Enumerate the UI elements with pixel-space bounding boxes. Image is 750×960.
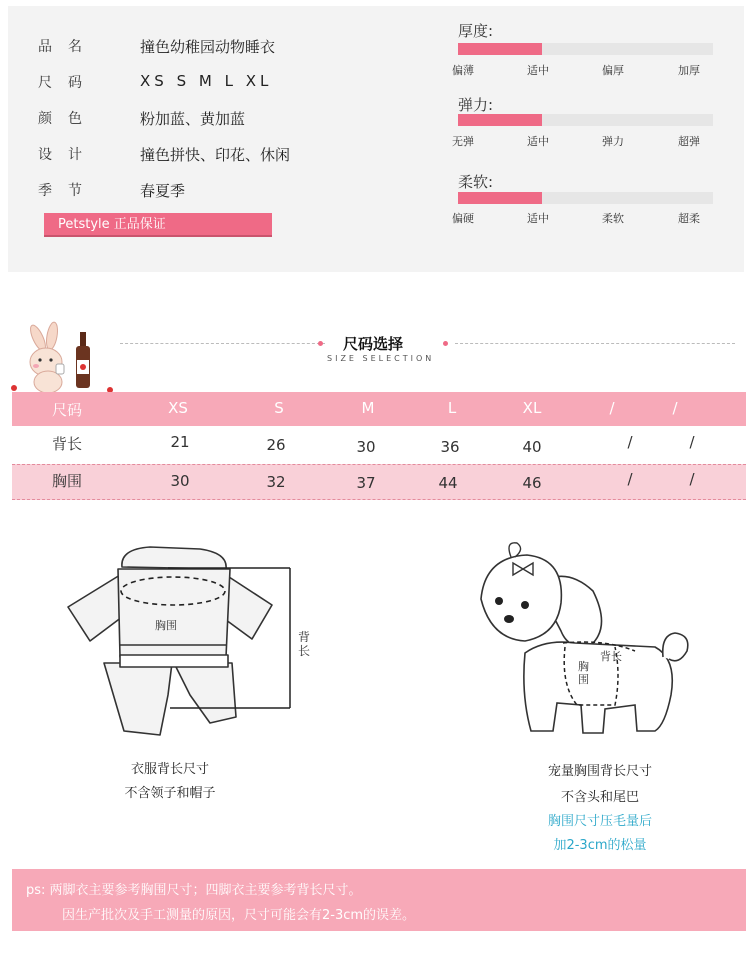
size-section-subtitle: SIZE SELECTION: [327, 354, 435, 363]
table-cell: /: [627, 470, 633, 488]
meter-track-elasticity: [458, 114, 713, 126]
size-section-title: 尺码选择: [343, 335, 404, 353]
dog-caption-line1: 宠量胸围背长尺寸: [547, 764, 652, 779]
attr-name-size: 尺码: [38, 75, 98, 91]
ps-note-line1: ps: 两脚衣主要参考胸围尺寸；四脚衣主要参考背长尺寸。: [26, 883, 362, 898]
clothing-chest-label: 胸围: [155, 619, 177, 632]
meter-label: 偏硬: [452, 212, 474, 225]
dog-measure-diagram: [465, 535, 695, 750]
meter-label: 偏厚: [602, 64, 624, 77]
attr-name-design: 设计: [38, 147, 98, 163]
table-header-cell: /: [672, 399, 678, 417]
table-cell: 30: [356, 438, 376, 456]
attr-value-design: 撞色拼快、印花、休闲: [140, 146, 291, 164]
divider-dot-right: [443, 341, 448, 346]
table-row-back-length: [12, 428, 746, 462]
table-row-chest: [12, 464, 746, 500]
table-header-cell: XL: [522, 399, 542, 417]
table-cell: /: [689, 470, 695, 488]
meter-label: 弹力: [602, 135, 624, 148]
table-cell: 胸围: [51, 472, 82, 490]
meter-label: 加厚: [678, 64, 700, 77]
ps-note-box: [12, 869, 746, 931]
table-cell: 36: [440, 438, 460, 456]
meter-fill-thickness: [458, 43, 542, 55]
meter-label: 适中: [527, 135, 549, 148]
attr-value-color: 粉加蓝、黄加蓝: [140, 110, 246, 128]
rabbit-mascot-icon: [10, 318, 120, 396]
table-cell: 44: [438, 474, 458, 492]
meter-label: 适中: [527, 64, 549, 77]
meter-label: 超柔: [678, 212, 700, 225]
dog-back-label: 背长: [600, 650, 622, 663]
dog-note-line2: 加2-3cm的松量: [553, 838, 647, 853]
table-header-cell: /: [609, 399, 615, 417]
divider-right: [455, 343, 735, 344]
pajama-measure-diagram: [60, 545, 310, 745]
attr-value-product: 撞色幼稚园动物睡衣: [140, 38, 276, 56]
table-cell: 32: [266, 473, 286, 491]
table-header-cell: XS: [168, 399, 188, 417]
meter-label: 超弹: [678, 135, 700, 148]
table-cell: 26: [266, 436, 286, 454]
table-cell: /: [627, 433, 633, 451]
table-cell: 30: [170, 472, 190, 490]
meter-title-softness: 柔软:: [458, 173, 494, 191]
clothing-caption-line1: 衣服背长尺寸: [130, 762, 209, 777]
meter-track-thickness: [458, 43, 713, 55]
table-header-cell: 尺码: [51, 401, 82, 419]
meter-label: 适中: [527, 212, 549, 225]
table-header-cell: L: [447, 399, 457, 417]
table-header-cell: S: [274, 399, 284, 417]
clothing-caption-line2: 不含领子和帽子: [124, 786, 216, 801]
table-cell: 背长: [51, 435, 82, 453]
table-cell: 37: [356, 474, 376, 492]
table-cell: /: [689, 433, 695, 451]
meter-fill-softness: [458, 192, 542, 204]
meter-fill-elasticity: [458, 114, 542, 126]
attr-name-product: 品名: [38, 39, 98, 55]
dog-chest-label: 胸围: [578, 660, 589, 686]
meter-title-elasticity: 弹力:: [458, 96, 494, 114]
table-header-cell: M: [361, 399, 375, 417]
size-table-header-row: [12, 392, 746, 426]
table-cell: 40: [522, 438, 542, 456]
meter-label: 柔软: [602, 212, 624, 225]
authenticity-badge: Petstyle 正品保证: [44, 213, 272, 237]
clothing-back-label: 背长: [298, 630, 311, 658]
dog-caption-line2: 不含头和尾巴: [560, 790, 639, 805]
table-cell: 46: [522, 474, 542, 492]
ps-note-line2: 因生产批次及手工测量的原因，尺寸可能会有2-3cm的误差。: [62, 908, 416, 923]
meter-track-softness: [458, 192, 713, 204]
meter-title-thickness: 厚度:: [458, 22, 494, 40]
divider-left: [120, 343, 325, 344]
meter-label: 无弹: [452, 135, 474, 148]
attr-value-size: XS S M L XL: [140, 72, 273, 90]
attr-name-season: 季节: [38, 183, 98, 199]
dog-note-line1: 胸围尺寸压毛量后: [547, 814, 652, 829]
table-cell: 21: [170, 433, 190, 451]
attr-name-color: 颜色: [38, 111, 98, 127]
meter-label: 偏薄: [452, 64, 474, 77]
attr-value-season: 春夏季: [140, 182, 186, 200]
divider-dot-left: [318, 341, 323, 346]
